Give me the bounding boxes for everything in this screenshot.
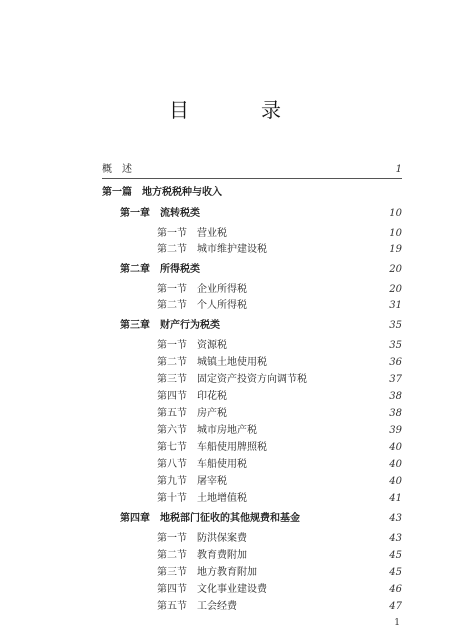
toc-section[interactable] xyxy=(157,226,402,242)
toc-section-label: 第二节 个人所得税 xyxy=(157,300,247,311)
toc-overview[interactable] xyxy=(102,162,402,179)
toc-section[interactable] xyxy=(157,298,402,314)
toc-chapter-page: 43 xyxy=(389,513,402,524)
page-number: 1 xyxy=(394,618,400,628)
toc-section[interactable] xyxy=(157,531,402,547)
page-title: 目 录 xyxy=(169,98,307,122)
toc-section[interactable] xyxy=(157,599,402,615)
toc-section-label: 第二节 城市维护建设税 xyxy=(157,244,267,255)
toc-section[interactable] xyxy=(157,457,402,473)
toc-chapter[interactable] xyxy=(120,318,402,334)
toc-section[interactable] xyxy=(157,406,402,422)
toc-chapter[interactable] xyxy=(120,511,402,527)
toc-section[interactable] xyxy=(157,440,402,456)
toc-section[interactable] xyxy=(157,242,402,258)
toc-section[interactable] xyxy=(157,582,402,598)
toc-section-label: 第五节 房产税 xyxy=(157,408,227,419)
toc-section-page: 41 xyxy=(389,493,402,504)
toc-section[interactable] xyxy=(157,548,402,564)
toc-section-page: 40 xyxy=(389,442,402,453)
toc-section-page: 20 xyxy=(389,284,402,295)
toc-section-page: 10 xyxy=(389,228,402,239)
toc-section[interactable] xyxy=(157,389,402,405)
toc-part[interactable] xyxy=(102,185,402,201)
toc-section-label: 第一节 防洪保案费 xyxy=(157,533,247,544)
toc-section-label: 第八节 车船使用税 xyxy=(157,459,247,470)
toc-section-page: 35 xyxy=(389,340,402,351)
toc-section-label: 第五节 工会经费 xyxy=(157,601,237,612)
toc-section-page: 43 xyxy=(389,533,402,544)
toc-section[interactable] xyxy=(157,355,402,371)
toc-section-label: 第三节 地方教育附加 xyxy=(157,567,257,578)
toc-chapter[interactable] xyxy=(120,206,402,222)
toc-part-label: 第一篇 地方税税种与收入 xyxy=(102,187,222,198)
toc-chapter-label: 第四章 地税部门征收的其他规费和基金 xyxy=(120,513,300,524)
toc-section-label: 第四节 文化事业建设费 xyxy=(157,584,267,595)
toc-section-page: 39 xyxy=(389,425,402,436)
toc-section-label: 第一节 资源税 xyxy=(157,340,227,351)
toc-section-page: 31 xyxy=(389,300,402,311)
toc-section-label: 第三节 固定资产投资方向调节税 xyxy=(157,374,307,385)
toc-chapter-label: 第三章 财产行为税类 xyxy=(120,320,220,331)
toc-section[interactable] xyxy=(157,372,402,388)
toc-section-page: 36 xyxy=(389,357,402,368)
toc-chapter-page: 20 xyxy=(389,264,402,275)
toc-section-label: 第二节 教育费附加 xyxy=(157,550,247,561)
toc-section-page: 45 xyxy=(389,567,402,578)
toc-section-label: 第七节 车船使用牌照税 xyxy=(157,442,267,453)
toc-section-page: 38 xyxy=(389,408,402,419)
toc-section-page: 19 xyxy=(389,244,402,255)
toc-overview-label: 概 述 xyxy=(102,164,132,175)
toc-section-page: 38 xyxy=(389,391,402,402)
toc-section[interactable] xyxy=(157,491,402,507)
toc-section-label: 第四节 印花税 xyxy=(157,391,227,402)
toc-section-page: 40 xyxy=(389,476,402,487)
toc-overview-page: 1 xyxy=(395,164,402,175)
toc-section-page: 46 xyxy=(389,584,402,595)
toc-section-label: 第二节 城镇土地使用税 xyxy=(157,357,267,368)
toc-chapter-label: 第二章 所得税类 xyxy=(120,264,200,275)
toc-section-label: 第九节 屠宰税 xyxy=(157,476,227,487)
toc-section-page: 45 xyxy=(389,550,402,561)
toc-section-label: 第一节 营业税 xyxy=(157,228,227,239)
toc-section-page: 47 xyxy=(389,601,402,612)
toc-section[interactable] xyxy=(157,423,402,439)
toc-section-page: 40 xyxy=(389,459,402,470)
toc-chapter[interactable] xyxy=(120,262,402,278)
toc-section[interactable] xyxy=(157,565,402,581)
toc-section[interactable] xyxy=(157,282,402,298)
toc-chapter-page: 10 xyxy=(389,208,402,219)
toc-section-page: 37 xyxy=(389,374,402,385)
toc-section-label: 第十节 土地增值税 xyxy=(157,493,247,504)
toc-chapter-label: 第一章 流转税类 xyxy=(120,208,200,219)
toc-chapter-page: 35 xyxy=(389,320,402,331)
toc-section-label: 第一节 企业所得税 xyxy=(157,284,247,295)
toc-section[interactable] xyxy=(157,474,402,490)
toc-section-label: 第六节 城市房地产税 xyxy=(157,425,257,436)
toc-section[interactable] xyxy=(157,338,402,354)
